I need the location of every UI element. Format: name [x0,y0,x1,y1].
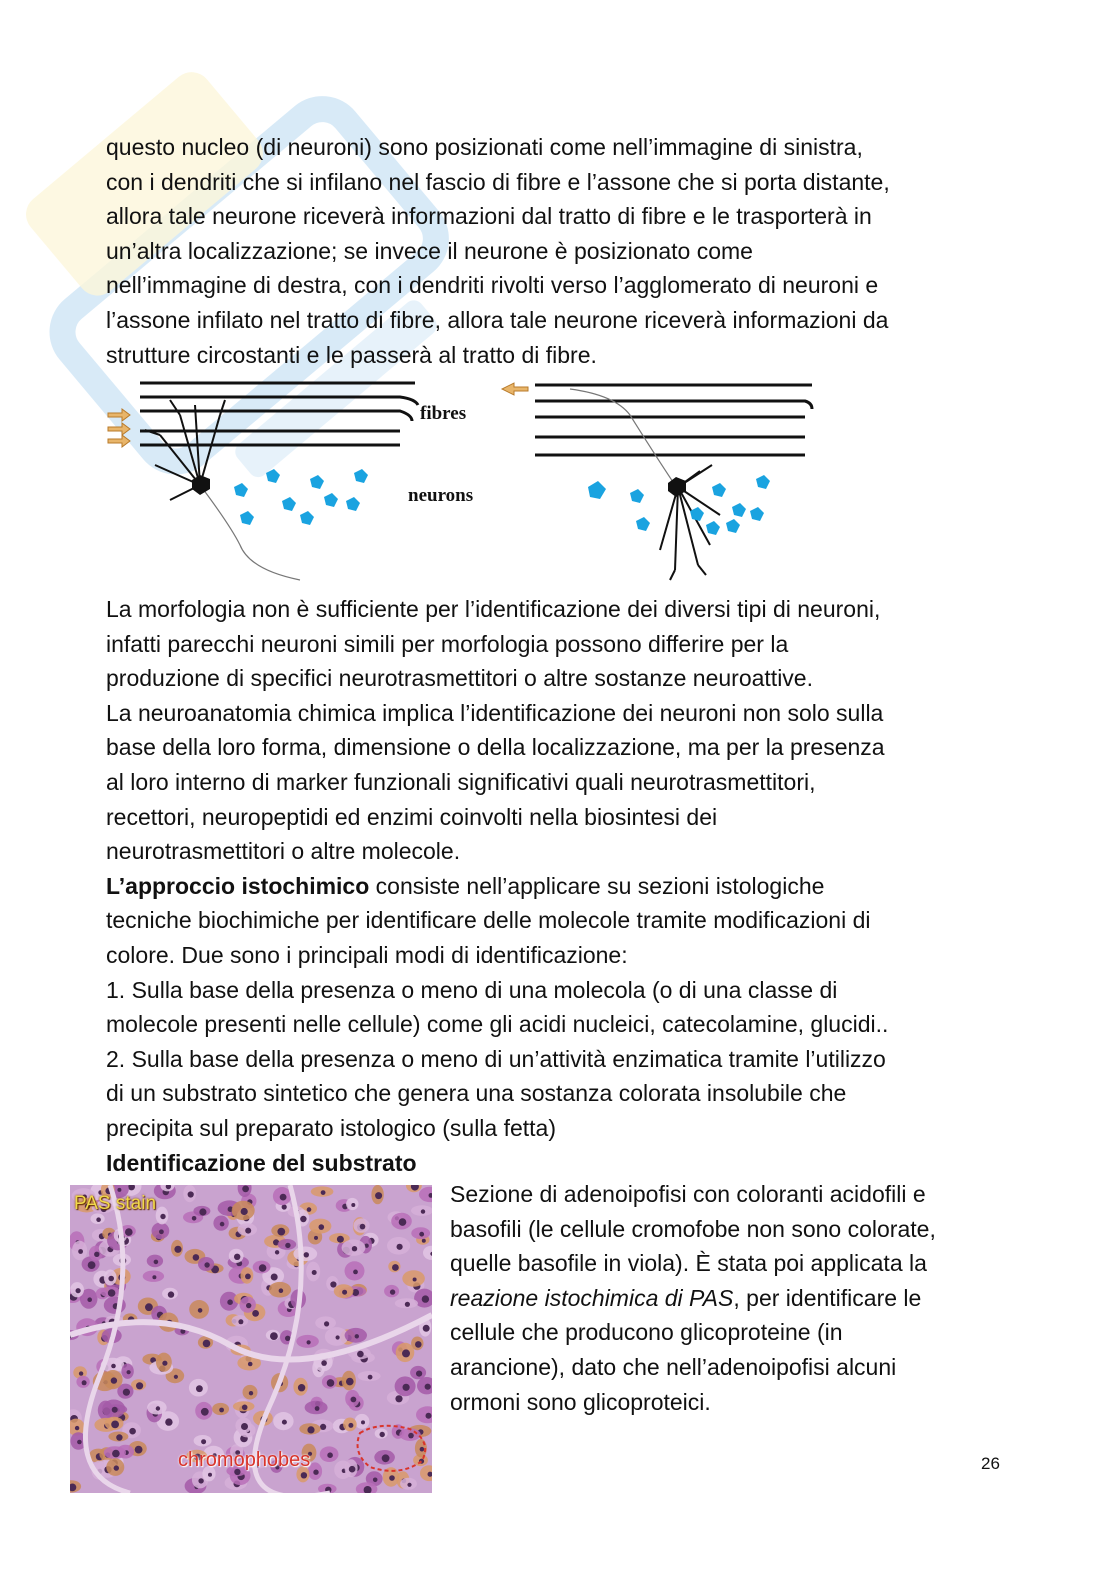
text-line: con i dendriti che si infilano nel fascio di fibre e l’assone che si porta distante, [106,168,890,195]
text-line: precipita sul preparato istologico (sulla fetta) [106,1114,557,1141]
text-line: tecniche biochimiche per identificare delle molecole tramite modificazioni di [106,907,871,934]
list-item-2: 2. Sulla base della presenza o meno di un’attività enzimatica tramite l’utilizzo [106,1045,886,1072]
diagram-svg [100,375,830,590]
caption-line: arancione), dato che nell’adenoipofisi alcuni [450,1353,897,1380]
left-fibre-lines [140,383,418,445]
intro-paragraph [106,130,1016,372]
text-line: infatti parecchi neuroni simili per morfologia possono differire per la [106,630,789,657]
main-paragraph [106,592,1016,1180]
text-line: base della loro forma, dimensione o della localizzazione, ma per la presenza [106,734,885,761]
text-line: strutture circostanti e le passerà al tratto di fibre. [106,341,597,368]
text-line: di un substrato sintetico che genera una sostanza colorata insolubile che [106,1080,847,1107]
approach-line [106,869,1016,904]
page-number: 26 [981,1454,1000,1473]
pas-stain-label: PAS stain [74,1193,157,1214]
fibres-label: fibres [420,403,467,424]
text-line: produzione di specifici neurotrasmettitori o altre sostanze neuroattive. [106,665,813,692]
text-line: l’assone infilato nel tratto di fibre, allora tale neurone riceverà informazioni da [106,306,889,333]
text-line: un’altra localizzazione; se invece il neurone è posizionato come [106,237,753,264]
neurons-label: neurons [408,485,474,506]
approach-term: L’approccio istochimico [106,872,370,899]
pas-reaction-term: reazione istochimica di PAS [450,1284,734,1311]
text-line: questo nucleo (di neuroni) sono posizionati come nell’immagine di sinistra, [106,134,863,160]
micrograph-svg [70,1185,432,1493]
right-cell-body [668,477,686,497]
caption-line: Sezione di adenoipofisi con coloranti acidofili e [450,1181,926,1207]
caption-line: cellule che producono glicoproteine (in [450,1319,843,1346]
caption-rest: , per identificare le [733,1284,922,1311]
caption-line [450,1281,1010,1316]
caption-line: basofili (le cellule cromofobe non sono colorate, [450,1215,936,1242]
right-fibre-lines [535,385,812,455]
micrograph-caption [450,1177,1010,1419]
left-neuron [145,400,225,500]
text-line: La neuroanatomia chimica implica l’identificazione dei neuroni non solo sulla [106,699,884,726]
text-line: molecole presenti nelle cellule) come gli acidi nucleici, catecolamine, glucidi.. [106,1011,889,1038]
section-heading: Identificazione del substrato [106,1149,417,1176]
neuron-fibre-diagram [100,375,830,590]
caption-line: ormoni sono glicoproteici. [450,1388,711,1415]
text-line: neurotrasmettitori o altre molecole. [106,838,461,865]
left-arrows-icon [108,409,130,447]
caption-line: quelle basofile in viola). È stata poi applicata la [450,1250,927,1277]
left-neuron-cluster [234,469,368,525]
right-arrow-icon [502,383,528,395]
text-line: recettori, neuropeptidi ed enzimi coinvolti nella biosintesi dei [106,803,718,830]
left-axon [200,485,300,580]
pas-stain-micrograph [70,1185,432,1493]
list-item-1: 1. Sulla base della presenza o meno di una molecola (o di una classe di [106,976,838,1003]
text-line: allora tale neurone riceverà informazioni dal tratto di fibre e le trasporterà in [106,203,872,230]
approach-rest: consiste nell’applicare su sezioni istologiche [369,872,825,899]
text-line: nell’immagine di destra, con i dendriti rivolti verso l’agglomerato di neuroni e [106,272,879,299]
text-line: La morfologia non è sufficiente per l’identificazione dei diversi tipi di neuroni, [106,596,881,622]
chromophobes-label: chromophobes [178,1449,311,1471]
text-line: al loro interno di marker funzionali significativi quali neurotrasmettitori, [106,768,816,795]
text-line: colore. Due sono i principali modi di identificazione: [106,941,628,968]
